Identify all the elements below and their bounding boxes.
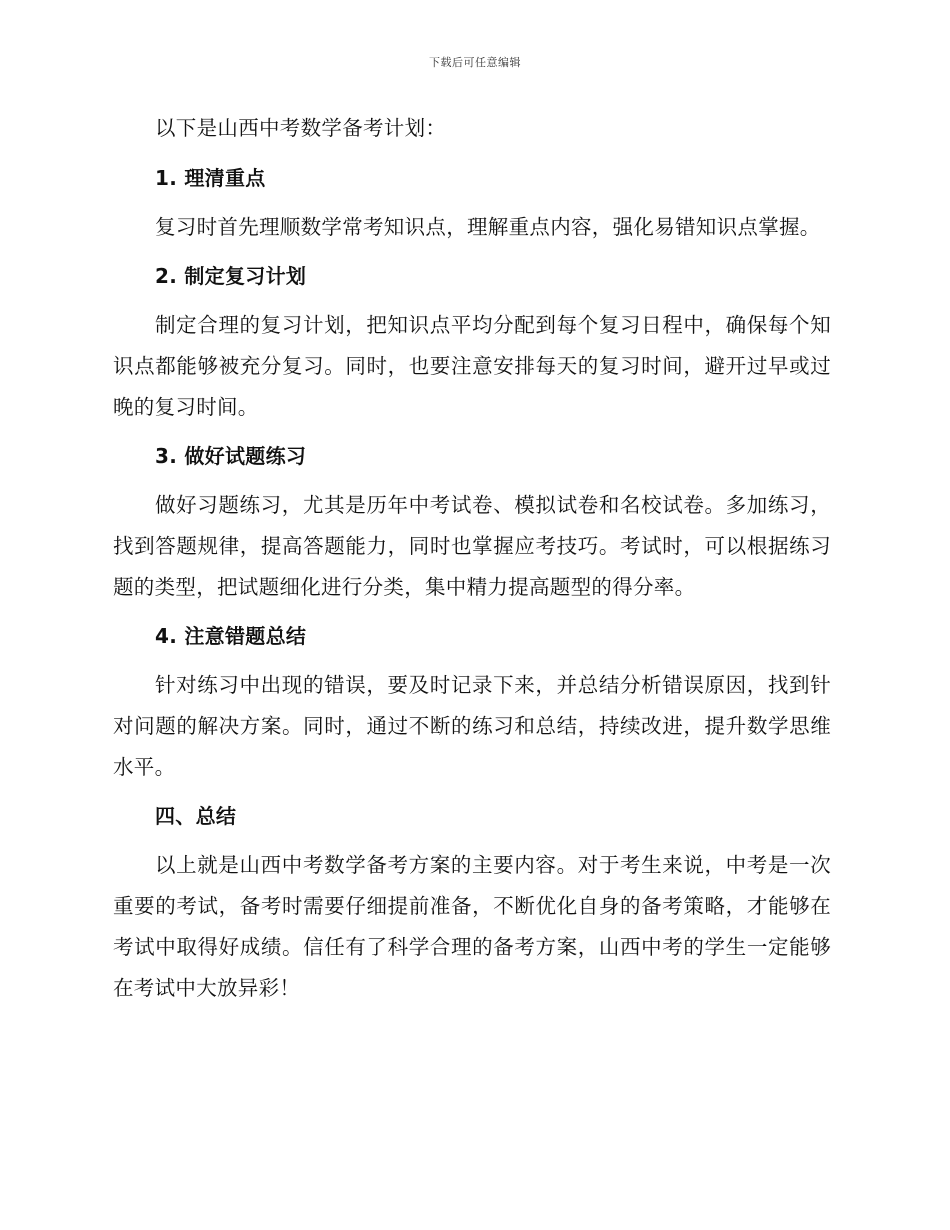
section-paragraph: 做好习题练习，尤其是历年中考试卷、模拟试卷和名校试卷。多加练习，找到答题规律，提高答题能力，同时也掌握应考技巧。考试时，可以根据练习题的类型，把试题细化进行分类，集中精力提高题型的得分率。 (113, 493, 831, 599)
section-4 (113, 621, 831, 788)
section-heading: 1. 理清重点 (155, 166, 266, 190)
section-2 (113, 261, 831, 428)
intro-paragraph: 以下是山西中考数学备考计划： (155, 116, 447, 140)
section-heading: 四、总结 (155, 804, 237, 828)
section-paragraph: 针对练习中出现的错误，要及时记录下来，并总结分析错误原因，找到针对问题的解决方案。同时，通过不断的练习和总结，持续改进，提升数学思维水平。 (113, 673, 831, 779)
section-paragraph: 制定合理的复习计划，把知识点平均分配到每个复习日程中，确保每个知识点都能够被充分复习。同时，也要注意安排每天的复习时间，避开过早或过晚的复习时间。 (113, 313, 831, 419)
section-3 (113, 441, 831, 608)
header-note: 下载后可任意编辑 (429, 56, 521, 69)
section-heading: 3. 做好试题练习 (155, 444, 307, 468)
section-paragraph: 复习时首先理顺数学常考知识点，理解重点内容，强化易错知识点掌握。 (155, 215, 821, 239)
document-body (113, 108, 831, 1009)
section-heading: 4. 注意错题总结 (155, 624, 307, 648)
section-heading: 2. 制定复习计划 (155, 264, 307, 288)
section-summary (113, 801, 831, 1009)
section-paragraph: 以上就是山西中考数学备考方案的主要内容。对于考生来说，中考是一次重要的考试，备考时需要仔细提前准备，不断优化自身的备考策略，才能够在考试中取得好成绩。信任有了科学合理的备考方案，山西中考的学生一定能够在考试中大放异彩！ (113, 853, 831, 1000)
section-1 (113, 163, 831, 248)
